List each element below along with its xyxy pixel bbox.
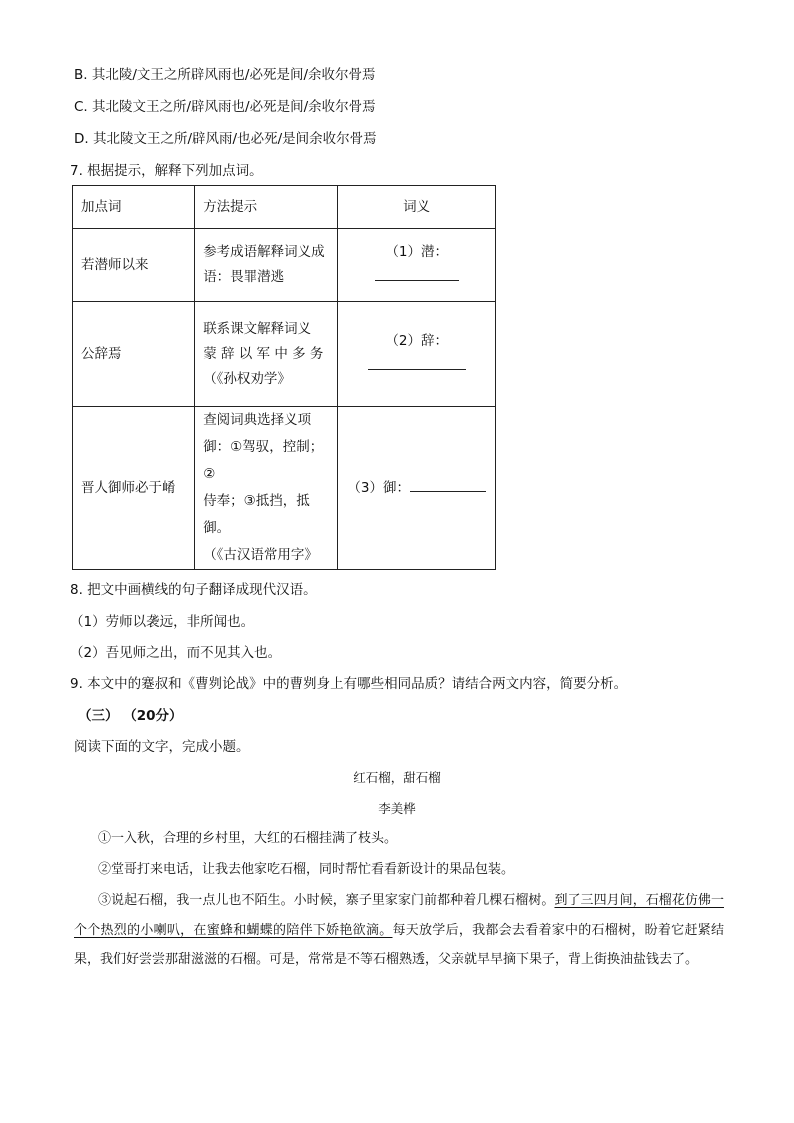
- q8-sentence-2: （2）吾见师之出，而不见其入也。: [70, 645, 282, 661]
- hint-line: （《古汉语常用字》: [203, 547, 318, 563]
- table-row: [73, 407, 496, 570]
- section-instruction: 阅读下面的文字，完成小题。: [74, 739, 250, 755]
- vocab-table: [72, 185, 496, 570]
- hint-line: 语：畏罪潜逃: [203, 269, 285, 285]
- hint-line: 参考成语解释词义成: [203, 244, 325, 260]
- hint-line: （《孙权劝学》: [203, 370, 291, 387]
- option-d: D. 其北陵文王之所/辟风雨/也必死/是间余收尔骨焉: [74, 131, 377, 147]
- row-word: 公辞焉: [73, 302, 195, 407]
- table-row: [73, 302, 496, 407]
- row-meaning: [338, 229, 496, 302]
- question-8-prompt: 8. 把文中画横线的句子翻译成现代汉语。: [70, 582, 317, 598]
- row-meaning: [338, 302, 496, 407]
- underlined-sentence: 到了三四月间，石榴花仿佛一个个热烈的小喇叭，在蜜蜂和蝴蝶的陪伴下娇艳欲滴。: [74, 893, 724, 938]
- table-header-row: [73, 186, 496, 229]
- question-7-prompt: 7. 根据提示，解释下列加点词。: [70, 163, 263, 179]
- hint-line: 联系课文解释词义: [203, 320, 312, 337]
- hint-line: 蒙 辞 以 军 中 多 务: [203, 345, 324, 362]
- article-author: 李美桦: [378, 801, 416, 816]
- table-row: [73, 229, 496, 302]
- article-paragraph-2: ②堂哥打来电话，让我去他家吃石榴，同时帮忙看看新设计的果品包装。: [98, 862, 515, 877]
- row-hint: [195, 407, 338, 570]
- hint-line: 侍奉；③抵挡，抵御。: [203, 493, 310, 536]
- option-c: C. 其北陵文王之所/辟风雨也/必死是间/余收尔骨焉: [74, 99, 376, 115]
- row-word: 晋人御师必于崤: [73, 407, 195, 570]
- row-meaning: [338, 407, 496, 570]
- answer-blank[interactable]: [368, 355, 466, 370]
- hint-line: 御：①驾驭，控制；②: [203, 439, 324, 482]
- answer-blank[interactable]: [375, 266, 459, 281]
- row-word: 若潜师以来: [73, 229, 195, 302]
- hint-line: 查阅词典选择义项: [203, 412, 312, 428]
- paragraph-text: 每天放学后，我都会去看着家中的石榴树，盼着它赶紧结果，我们好尝尝那甜滋滋的石榴。可是，常常是不等石榴熟透，父亲就早早摘下果子，背上街换油盐钱去了。: [74, 922, 724, 967]
- article-paragraph-3: [74, 886, 724, 975]
- article-paragraph-1: ①一入秋，合理的乡村里，大红的石榴挂满了枝头。: [98, 831, 398, 846]
- meaning-label: （2）辞：: [385, 333, 448, 349]
- article-title: 红石榴，甜石榴: [353, 770, 441, 785]
- row-hint: [195, 302, 338, 407]
- row-hint: [195, 229, 338, 302]
- meaning-label: （3）御：: [347, 479, 410, 496]
- meaning-label: （1）潜：: [385, 244, 448, 260]
- paragraph-text: ③说起石榴，我一点儿也不陌生。小时候，寨子里家家门前都种着几棵石榴树。: [98, 893, 555, 908]
- answer-blank[interactable]: [410, 477, 486, 492]
- header-word: 加点词: [73, 186, 195, 229]
- option-b: B. 其北陵/文王之所辟风雨也/必死是间/余收尔骨焉: [74, 67, 376, 83]
- header-meaning: 词义: [338, 186, 496, 229]
- header-hint: 方法提示: [195, 186, 338, 229]
- section-heading: （三） （20分）: [78, 708, 183, 724]
- q8-sentence-1: （1）劳师以袭远，非所闻也。: [70, 614, 255, 630]
- question-9-prompt: 9. 本文中的蹇叔和《曹刿论战》中的曹刿身上有哪些相同品质？请结合两文内容，简要分析。: [70, 676, 628, 692]
